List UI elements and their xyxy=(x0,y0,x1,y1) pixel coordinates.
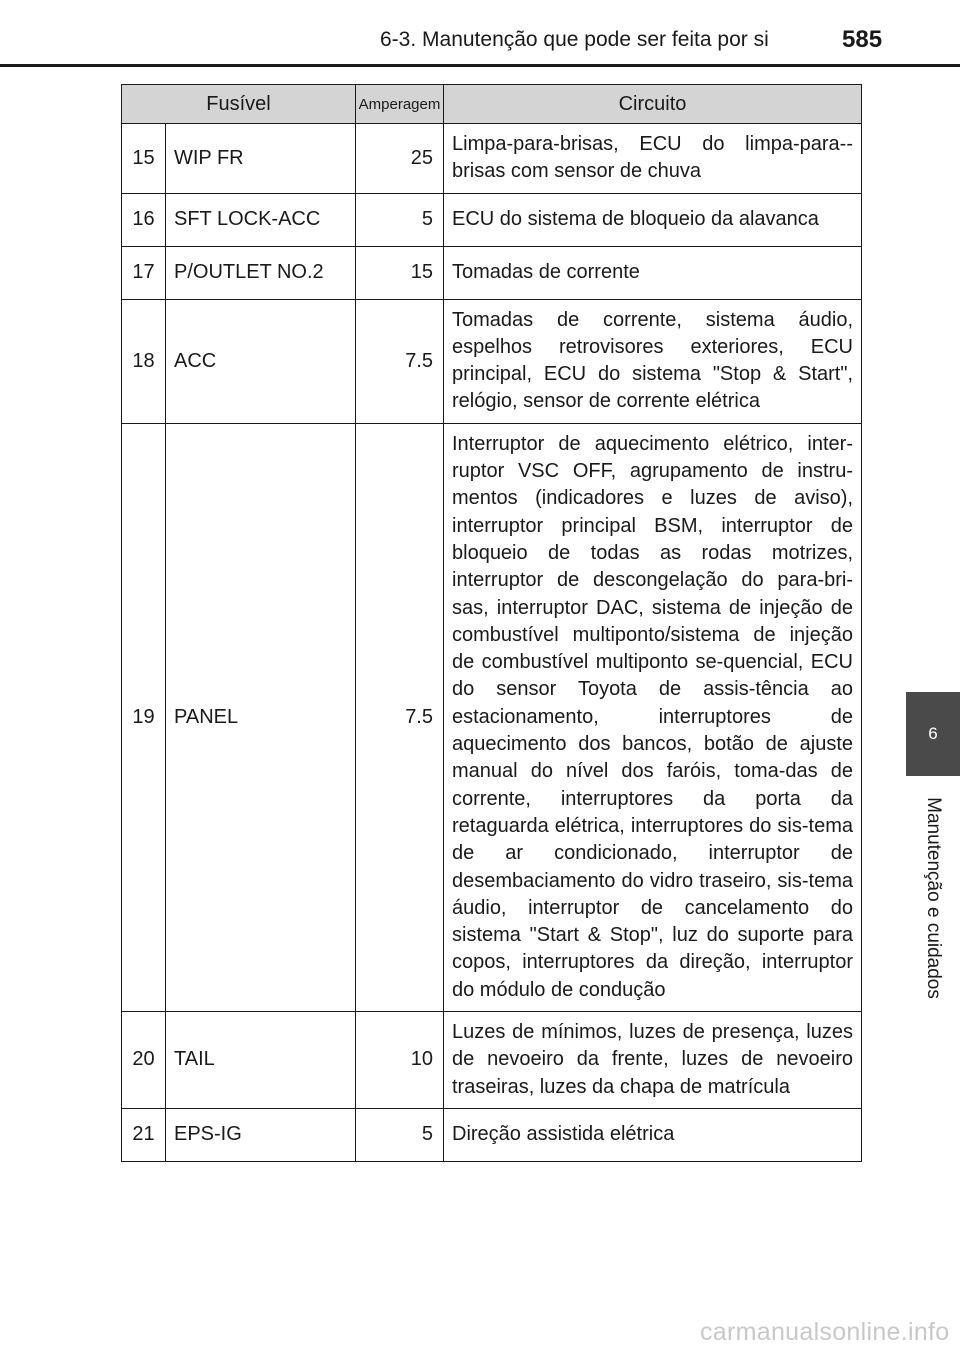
fuse-name: SFT LOCK-ACC xyxy=(166,193,356,246)
table-row xyxy=(122,299,862,423)
table-row xyxy=(122,1108,862,1161)
fuse-name: WIP FR xyxy=(166,124,356,194)
table-header-row xyxy=(122,85,862,124)
chapter-tab[interactable] xyxy=(906,692,960,776)
fuse-amperage: 7.5 xyxy=(356,299,444,423)
fuse-number: 16 xyxy=(122,193,166,246)
fuse-circuit: Luzes de mínimos, luzes de presença, luzes de nevoeiro da frente, luzes de nevoeiro traseiras, luzes da chapa de matrícula xyxy=(444,1012,862,1109)
fuse-circuit: Direção assistida elétrica xyxy=(444,1108,862,1161)
column-header-amperage: Amperagem xyxy=(356,85,444,124)
page-number: 585 xyxy=(842,26,883,53)
fuse-name: TAIL xyxy=(166,1012,356,1109)
site-watermark: carmanualsonline.info xyxy=(700,1318,950,1346)
chapter-title: Manutenção e cuidados xyxy=(923,797,944,999)
fuse-amperage: 25 xyxy=(356,124,444,194)
fuse-table xyxy=(121,84,862,1162)
chapter-number: 6 xyxy=(928,724,938,743)
table-row xyxy=(122,1012,862,1109)
fuse-number: 15 xyxy=(122,124,166,194)
fuse-circuit: Tomadas de corrente xyxy=(444,246,862,299)
fuse-circuit: ECU do sistema de bloqueio da alavanca xyxy=(444,193,862,246)
fuse-name: PANEL xyxy=(166,423,356,1011)
table-row xyxy=(122,193,862,246)
fuse-amperage: 5 xyxy=(356,1108,444,1161)
column-header-circuit: Circuito xyxy=(444,85,862,124)
fuse-number: 21 xyxy=(122,1108,166,1161)
fuse-amperage: 10 xyxy=(356,1012,444,1109)
fuse-circuit: Tomadas de corrente, sistema áudio, espelhos retrovisores exteriores, ECU principal, ECU do sistema "Stop & Start", relógio, sensor de corrente elétrica xyxy=(444,299,862,423)
fuse-name: ACC xyxy=(166,299,356,423)
fuse-name: P/OUTLET NO.2 xyxy=(166,246,356,299)
column-header-fuse: Fusível xyxy=(122,85,356,124)
fuse-amperage: 7.5 xyxy=(356,423,444,1011)
header-divider xyxy=(0,64,960,67)
fuse-number: 18 xyxy=(122,299,166,423)
fuse-circuit: Interruptor de aquecimento elétrico, inter-ruptor VSC OFF, agrupamento de instru-mentos (indicadores e luzes de aviso), interruptor principal BSM, interruptor de bloqueio de todas as rodas motrizes, interruptor de descongelação do para-bri-sas, interruptor DAC, sistema de injeção de combustível multiponto/sistema de injeção de combustível multiponto se-quencial, ECU do sensor Toyota de assis-tência ao estacionamento, interruptores de aquecimento dos bancos, botão de ajuste manual do nível dos faróis, toma-das de corrente, interruptores da porta da retaguarda elétrica, interruptores do sis-tema de ar condicionado, interruptor de desembaciamento do vidro traseiro, sis-tema áudio, interruptor de cancelamento do sistema "Start & Stop", luz do suporte para copos, interruptores da direção, interruptor do módulo de condução xyxy=(444,423,862,1011)
table-row xyxy=(122,423,862,1011)
section-title: 6-3. Manutenção que pode ser feita por si xyxy=(380,28,769,51)
fuse-number: 17 xyxy=(122,246,166,299)
table-row xyxy=(122,246,862,299)
fuse-number: 20 xyxy=(122,1012,166,1109)
fuse-amperage: 15 xyxy=(356,246,444,299)
fuse-circuit: Limpa-para-brisas, ECU do limpa-para--brisas com sensor de chuva xyxy=(444,124,862,194)
table-row xyxy=(122,124,862,194)
fuse-amperage: 5 xyxy=(356,193,444,246)
fuse-number: 19 xyxy=(122,423,166,1011)
fuse-name: EPS-IG xyxy=(166,1108,356,1161)
